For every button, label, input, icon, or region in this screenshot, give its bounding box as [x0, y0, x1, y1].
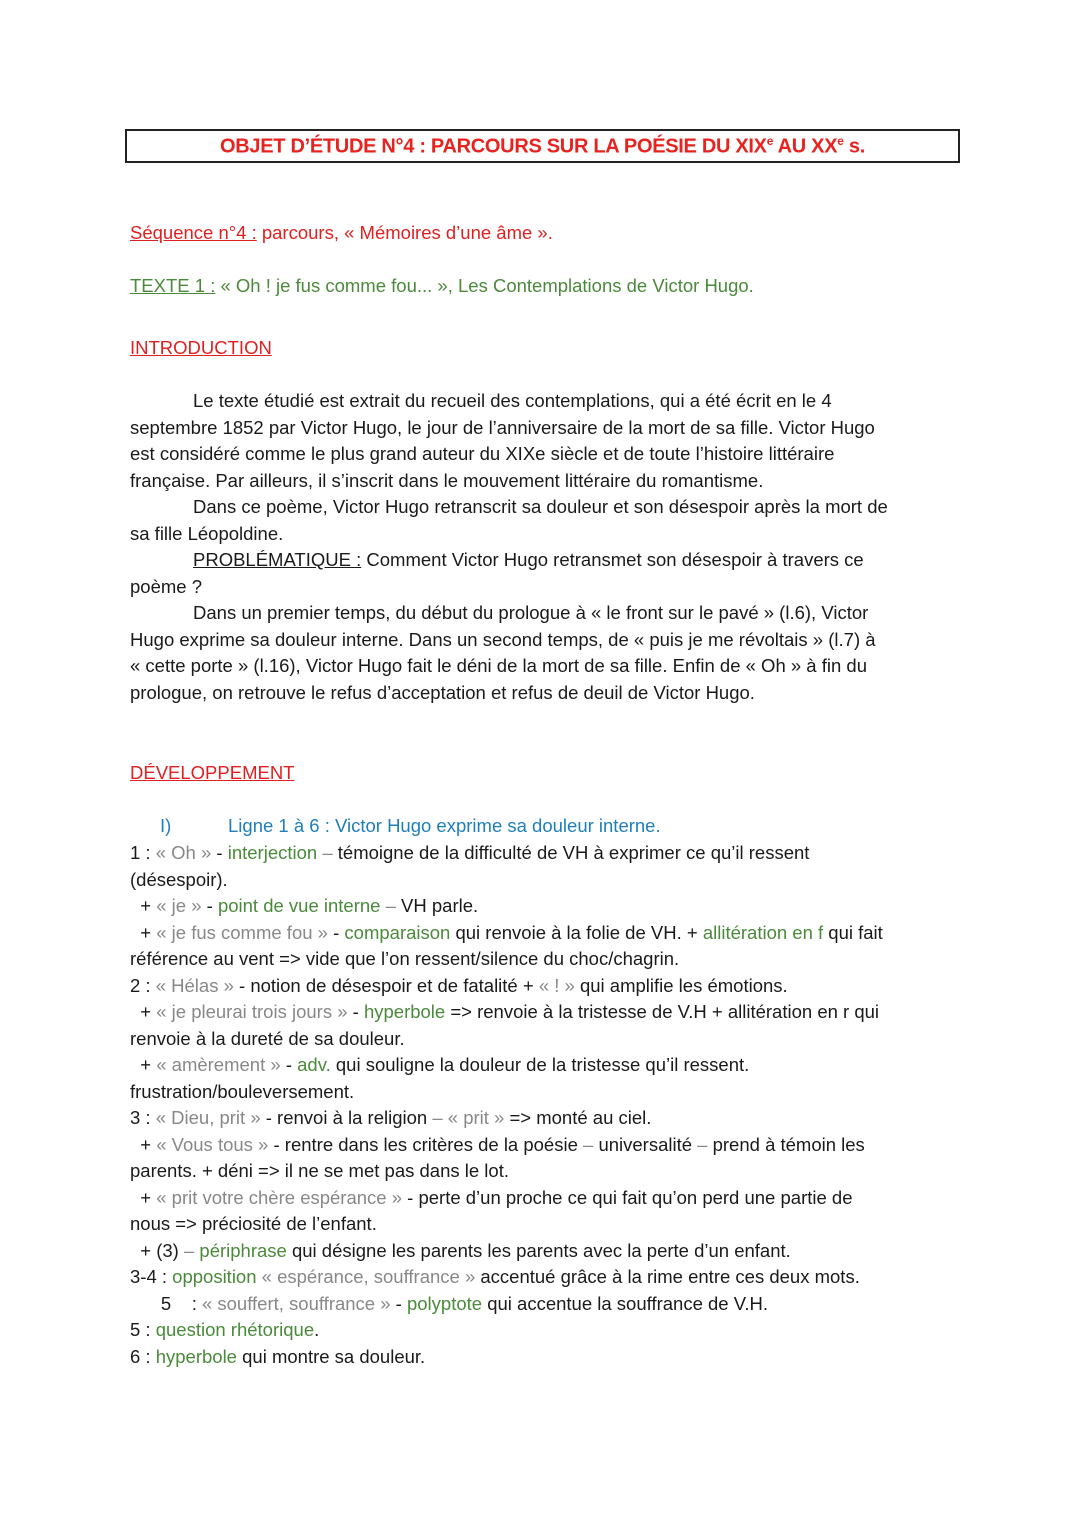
plan-line: Hugo exprime sa douleur interne. Dans un second temps, de « puis je me révoltais » (l.7) à [130, 629, 876, 650]
note-text: qui accentue la souffrance de V.H. [482, 1292, 768, 1314]
note-line [130, 947, 679, 971]
note-text: qui renvoie à la folie de VH. + [450, 921, 703, 943]
quotation: « je pleurai trois jours » [156, 1001, 353, 1022]
quotation: « Vous tous » [156, 1133, 274, 1155]
figure-of-speech: périphrase [199, 1239, 287, 1261]
note-text: + [130, 1186, 157, 1208]
note-text: - rentre dans les critères de la poésie [273, 1133, 584, 1155]
title-box [125, 129, 960, 163]
quotation: « amèrement » [156, 1054, 286, 1075]
note-text: - [395, 1292, 407, 1314]
quotation: « je fus comme fou » [156, 921, 334, 943]
note-line [130, 1000, 879, 1024]
note-text: - notion de désespoir et de fatalité + [239, 974, 539, 996]
note-text: - [206, 895, 218, 916]
note-text: qui désigne les parents les parents avec la perte d’un enfant. [286, 1239, 791, 1261]
note-text: nous => préciosité de l’enfant. [130, 1213, 377, 1234]
note-text: qui montre sa douleur. [236, 1345, 426, 1367]
figure-of-speech: opposition [172, 1266, 257, 1287]
note-text: prend à témoin les [707, 1133, 865, 1155]
quotation: « souffert, souffrance » [201, 1292, 396, 1314]
note-text: + [130, 921, 157, 943]
quotation: « je » [156, 895, 207, 916]
note-text: + [130, 1001, 157, 1022]
sequence-line [130, 221, 553, 245]
figure-of-speech: hyperbole [155, 1345, 237, 1367]
note-text: VH parle. [395, 895, 479, 916]
note-text: témoigne de la difficulté de VH à exprimer ce qu’il ressent [332, 842, 810, 863]
part1-title: Ligne 1 à 6 : Victor Hugo exprime sa douleur interne. [228, 815, 661, 836]
note-text: + [130, 1054, 157, 1075]
note-line [130, 841, 809, 865]
part1-number: I) [160, 815, 172, 836]
figure-of-speech: hyperbole [363, 1001, 446, 1022]
note-line [130, 1318, 319, 1342]
figure-of-speech: question rhétorique [155, 1319, 315, 1340]
quotation: « prit votre chère espérance » [156, 1186, 408, 1208]
note-line [130, 921, 883, 945]
note-text: (désespoir). [130, 868, 228, 890]
note-text: 5 : [130, 1292, 202, 1314]
quotation: « Oh » [155, 842, 217, 863]
problematique-label: PROBLÉMATIQUE : [193, 549, 362, 570]
texte-label: TEXTE 1 : [130, 275, 216, 296]
note-line [130, 1027, 405, 1051]
note-text: 2 : [130, 974, 156, 996]
texte-text: « Oh ! je fus comme fou... », Les Contemplations de Victor Hugo. [215, 275, 754, 296]
plan-line: Dans un premier temps, du début du prologue à « le front sur le pavé » (l.6), Victor [193, 602, 869, 623]
problematique-cont: poème ? [130, 576, 202, 597]
note-line [130, 1186, 852, 1210]
dev-heading: DÉVELOPPEMENT [130, 762, 295, 783]
note-text: 3 : [130, 1107, 156, 1128]
problematique-text: Comment Victor Hugo retransmet son désespoir à travers ce [361, 549, 864, 570]
note-line [130, 1080, 354, 1104]
texte-line [130, 274, 754, 298]
note-line [130, 1239, 791, 1263]
note-text: - [285, 1054, 298, 1075]
note-text: parents. + déni => il ne se met pas dans le lot. [130, 1160, 509, 1181]
note-text: qui souligne la douleur de la tristesse qu’il ressent. [330, 1054, 750, 1075]
intro-paragraph-line: française. Par ailleurs, il s’inscrit dans le mouvement littéraire du romantisme. [130, 470, 764, 491]
problematique-line [130, 548, 864, 572]
note-text: - perte d’un proche ce qui fait qu’on perd une partie de [407, 1186, 853, 1208]
note-text: qui fait [823, 921, 883, 943]
quotation: – « prit » [432, 1107, 505, 1128]
note-line [130, 974, 788, 998]
quotation: – [183, 1239, 195, 1261]
intro-heading: INTRODUCTION [130, 337, 272, 358]
note-text: 1 : [130, 842, 156, 863]
note-text: renvoie à la dureté de sa douleur. [130, 1027, 405, 1049]
sequence-label: Séquence n°4 : [130, 222, 257, 243]
intro-paragraph-line: Le texte étudié est extrait du recueil des contemplations, qui a été écrit en le 4 [193, 390, 832, 411]
quotation: « espérance, souffrance » [261, 1266, 476, 1287]
note-text: 5 : [130, 1319, 156, 1340]
intro-paragraph-line: septembre 1852 par Victor Hugo, le jour de l’anniversaire de la mort de sa fille. Victor Hugo [130, 417, 875, 438]
note-text: 6 : [130, 1345, 156, 1367]
note-text: universalité [593, 1133, 698, 1155]
note-text: => monté au ciel. [504, 1107, 652, 1128]
intro-paragraph-line: sa fille Léopoldine. [130, 523, 284, 544]
sequence-text: parcours, « Mémoires d’une âme ». [256, 222, 553, 243]
quotation: – [583, 1133, 594, 1155]
figure-of-speech: adv. [297, 1054, 331, 1075]
figure-of-speech: point de vue interne [217, 895, 381, 916]
note-text: frustration/bouleversement. [130, 1080, 355, 1102]
intro-paragraph-line: Dans ce poème, Victor Hugo retranscrit sa douleur et son désespoir après la mort de [193, 496, 888, 517]
note-text: + [130, 895, 157, 916]
figure-of-speech: allitération en f [702, 921, 824, 943]
note-line [130, 1053, 749, 1077]
quotation: « ! » [538, 974, 575, 996]
note-text: - [333, 921, 345, 943]
note-line [130, 1265, 860, 1289]
note-text: - [216, 842, 228, 863]
note-text: accentué grâce à la rime entre ces deux mots. [475, 1266, 860, 1287]
note-text: + (3) [130, 1239, 184, 1261]
note-line [130, 1292, 768, 1316]
quotation: – [322, 842, 333, 863]
intro-paragraph-line: est considéré comme le plus grand auteur du XIXe siècle et de toute l’histoire littéraire [130, 443, 835, 464]
note-text: + [130, 1133, 157, 1155]
note-text: qui amplifie les émotions. [574, 974, 788, 996]
note-line [130, 1212, 377, 1236]
note-text: 3-4 : [130, 1266, 173, 1287]
note-text: . [314, 1319, 320, 1340]
note-line [130, 1106, 651, 1130]
figure-of-speech: interjection [227, 842, 318, 863]
page-title: OBJET D’ÉTUDE N°4 : PARCOURS SUR LA POÉSIE DU XIXe AU XXe s. [220, 133, 865, 158]
quotation: « Dieu, prit » [155, 1107, 266, 1128]
note-line [130, 1159, 509, 1183]
plan-line: prologue, on retrouve le refus d’acceptation et refus de deuil de Victor Hugo. [130, 682, 755, 703]
figure-of-speech: comparaison [344, 921, 451, 943]
note-text: - renvoi à la religion [265, 1107, 433, 1128]
note-line [130, 894, 478, 918]
plan-line: « cette porte » (l.16), Victor Hugo fait le déni de la mort de sa fille. Enfin de « Oh » à fin du [130, 655, 867, 676]
note-text: - [352, 1001, 364, 1022]
note-text: référence au vent => vide que l’on ressent/silence du choc/chagrin. [130, 948, 680, 969]
note-line [130, 1133, 865, 1157]
quotation: – [385, 895, 396, 916]
note-line [130, 1345, 425, 1369]
quotation: – [697, 1133, 708, 1155]
note-line [130, 868, 228, 892]
figure-of-speech: polyptote [406, 1292, 483, 1314]
quotation: « Hélas » [155, 974, 240, 996]
note-text: => renvoie à la tristesse de V.H + allitération en r qui [445, 1001, 880, 1022]
